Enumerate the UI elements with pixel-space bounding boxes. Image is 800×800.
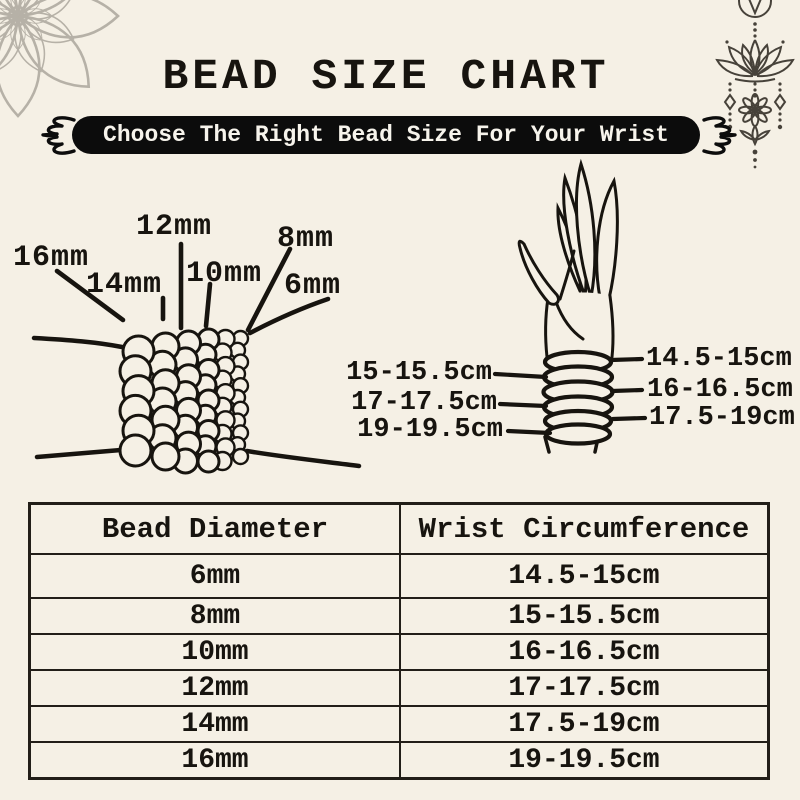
banner bbox=[72, 116, 700, 154]
bead-size-label-16mm: 16mm bbox=[13, 241, 90, 275]
bead-size-label-6mm: 6mm bbox=[284, 269, 342, 303]
table-row bbox=[30, 742, 769, 779]
arm-outline bbox=[34, 338, 359, 466]
table-row bbox=[30, 670, 769, 706]
bead-size-label-8mm: 8mm bbox=[277, 222, 335, 256]
table-row bbox=[30, 554, 769, 598]
bead-diameter-cell: 12mm bbox=[30, 670, 401, 706]
bead-size-label-12mm: 12mm bbox=[136, 210, 213, 244]
wrist-circumference-cell: 17-17.5cm bbox=[400, 670, 769, 706]
wrist-label-15-15.5cm: 15-15.5cm bbox=[346, 358, 492, 388]
wrist-circumference-cell: 19-19.5cm bbox=[400, 742, 769, 779]
banner-text: Choose The Right Bead Size For Your Wrist bbox=[103, 122, 669, 148]
bead-bracelet-stack bbox=[120, 329, 248, 473]
size-table bbox=[28, 502, 770, 780]
curly-flourish-right-icon bbox=[700, 112, 738, 158]
wrist-circumference-cell: 14.5-15cm bbox=[400, 554, 769, 598]
wrist-circumference-cell: 15-15.5cm bbox=[400, 598, 769, 634]
bead-size-label-10mm: 10mm bbox=[186, 257, 263, 291]
bead-diameter-cell: 6mm bbox=[30, 554, 401, 598]
header-wrist-circumference: Wrist Circumference bbox=[400, 504, 769, 555]
wrist-label-leader-lines bbox=[495, 359, 645, 433]
table-row bbox=[30, 598, 769, 634]
wrist-label-16-16.5cm: 16-16.5cm bbox=[647, 375, 793, 405]
wrist-label-19-19.5cm: 19-19.5cm bbox=[357, 415, 503, 445]
bead-diameter-cell: 10mm bbox=[30, 634, 401, 670]
hand-illustration bbox=[519, 164, 617, 452]
header-bead-diameter: Bead Diameter bbox=[30, 504, 401, 555]
bead-size-label-14mm: 14mm bbox=[86, 268, 163, 302]
wrist-label-17.5-19cm: 17.5-19cm bbox=[649, 403, 795, 433]
page-title: BEAD SIZE CHART bbox=[162, 52, 610, 101]
wrist-circumference-cell: 16-16.5cm bbox=[400, 634, 769, 670]
table-row bbox=[30, 706, 769, 742]
bead-diameter-cell: 14mm bbox=[30, 706, 401, 742]
bead-diameter-cell: 8mm bbox=[30, 598, 401, 634]
wrist-label-14.5-15cm: 14.5-15cm bbox=[646, 344, 792, 374]
wrist-bracelets bbox=[544, 352, 613, 444]
table-header-row bbox=[30, 504, 769, 555]
bead-diameter-cell: 16mm bbox=[30, 742, 401, 779]
wrist-label-17-17.5cm: 17-17.5cm bbox=[351, 388, 497, 418]
wrist-circumference-cell: 17.5-19cm bbox=[400, 706, 769, 742]
table-row bbox=[30, 634, 769, 670]
